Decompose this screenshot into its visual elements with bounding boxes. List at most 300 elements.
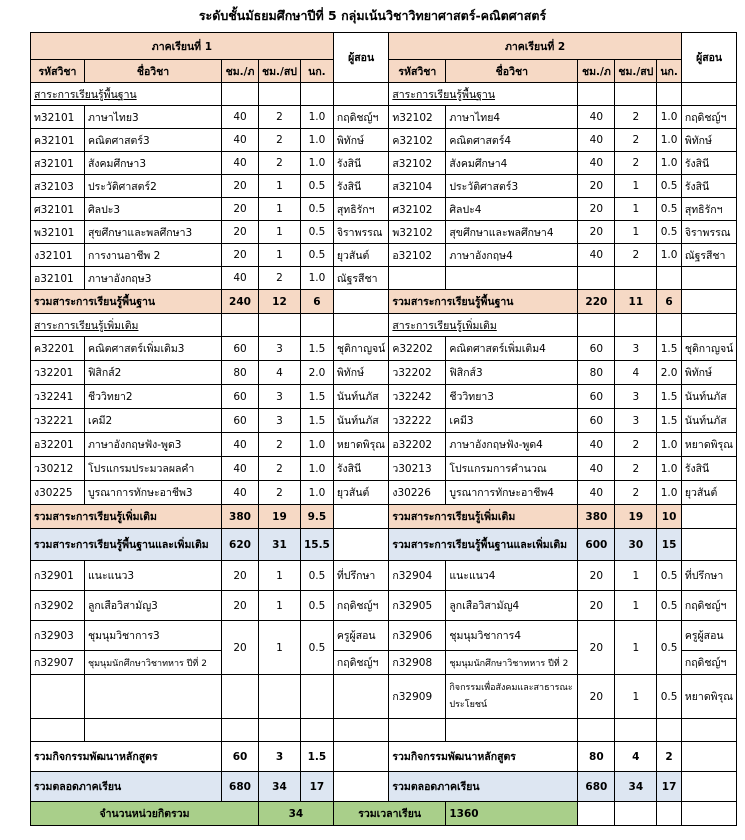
table-row bbox=[31, 129, 737, 152]
teacher-header-sem2: ผู้สอน bbox=[681, 33, 736, 83]
credits: 1.0 bbox=[300, 106, 333, 129]
subject-name-line: ประโยชน์ bbox=[449, 699, 488, 710]
hours-per-week: 2 bbox=[259, 457, 301, 481]
summary-weekly: 12 bbox=[259, 290, 301, 314]
summary-label: รวมสาระการเรียนรู้พื้นฐานและเพิ่มเติม bbox=[389, 529, 578, 561]
subject-name: คณิตศาสตร์4 bbox=[446, 129, 578, 152]
credits-header: นก. bbox=[300, 60, 333, 83]
teacher-name: ชุติกาญจน์ bbox=[681, 337, 736, 361]
credits: 0.5 bbox=[300, 198, 333, 221]
subject-code: ส32103 bbox=[31, 175, 85, 198]
teacher-name: นันท์นภัส bbox=[681, 385, 736, 409]
subject-name: สังคมศึกษา3 bbox=[85, 152, 222, 175]
credits: 0.5 bbox=[300, 561, 333, 591]
subject-code: ค32201 bbox=[31, 337, 85, 361]
hours-per-semester: 40 bbox=[578, 129, 615, 152]
subject-code: ว32202 bbox=[389, 361, 446, 385]
credits: 1.0 bbox=[300, 481, 333, 505]
summary-label: รวมสาระการเรียนรู้เพิ่มเติม bbox=[389, 505, 578, 529]
summary-row-extra bbox=[31, 505, 737, 529]
hours-per-week: 4 bbox=[615, 361, 657, 385]
teacher-name: ครูผู้สอน bbox=[681, 621, 736, 651]
teacher-name: กฤดิชญ์ฯ bbox=[681, 106, 736, 129]
summary-credits: 6 bbox=[300, 290, 333, 314]
section-row-extra bbox=[31, 314, 737, 337]
summary-hours: 380 bbox=[222, 505, 259, 529]
teacher-name: พิทักษ์ bbox=[681, 361, 736, 385]
hours-per-week: 2 bbox=[259, 481, 301, 505]
subject-name: เคมี3 bbox=[446, 409, 578, 433]
credits: 1.0 bbox=[657, 106, 682, 129]
total-credits-label: จำนวนหน่วยกิตรวม bbox=[31, 802, 259, 826]
subject-code: อ32201 bbox=[31, 433, 85, 457]
hours-per-week: 3 bbox=[615, 385, 657, 409]
empty-cell bbox=[300, 675, 333, 719]
empty-cell bbox=[31, 675, 85, 719]
credits: 0.5 bbox=[300, 244, 333, 267]
table-row bbox=[31, 457, 737, 481]
teacher-name: รังสินี bbox=[681, 152, 736, 175]
teacher-name: รังสินี bbox=[333, 152, 388, 175]
teacher-name: สุทธิรักฯ bbox=[681, 198, 736, 221]
teacher-name: ยุวสันต์ bbox=[681, 481, 736, 505]
credits: 0.5 bbox=[657, 175, 682, 198]
credits: 1.0 bbox=[657, 152, 682, 175]
teacher-name: ณัฐรสีชา bbox=[333, 267, 388, 290]
hours-per-week: 1 bbox=[259, 561, 301, 591]
summary-credits: 2 bbox=[657, 742, 682, 772]
hours-per-semester: 40 bbox=[222, 433, 259, 457]
subject-code: ก32909 bbox=[389, 675, 446, 719]
table-row bbox=[31, 361, 737, 385]
subject-code: อ32202 bbox=[389, 433, 446, 457]
credits: 0.5 bbox=[657, 561, 682, 591]
hours-per-semester: 20 bbox=[222, 198, 259, 221]
empty-cell bbox=[681, 314, 736, 337]
subject-name: ลูกเสือวิสามัญ3 bbox=[85, 591, 222, 621]
teacher-name: รังสินี bbox=[681, 457, 736, 481]
summary-weekly: 19 bbox=[259, 505, 301, 529]
subject-name: สังคมศึกษา4 bbox=[446, 152, 578, 175]
empty-cell bbox=[222, 719, 259, 742]
subject-code: ง32101 bbox=[31, 244, 85, 267]
credits: 1.0 bbox=[657, 433, 682, 457]
empty-cell bbox=[222, 675, 259, 719]
table-row bbox=[31, 221, 737, 244]
section-label-extra: สาระการเรียนรู้เพิ่มเติม bbox=[31, 314, 222, 337]
hours-per-week: 1 bbox=[615, 198, 657, 221]
hours-per-week: 2 bbox=[615, 457, 657, 481]
hours-per-semester: 40 bbox=[578, 457, 615, 481]
empty-cell bbox=[681, 719, 736, 742]
subject-code: ศ32102 bbox=[389, 198, 446, 221]
hours-per-week: 1 bbox=[615, 591, 657, 621]
hours-per-semester: 20 bbox=[578, 221, 615, 244]
teacher-name: รังสินี bbox=[333, 175, 388, 198]
subject-code: ก32904 bbox=[389, 561, 446, 591]
hours-per-week: 3 bbox=[259, 385, 301, 409]
hours-per-semester: 40 bbox=[222, 106, 259, 129]
empty-cell bbox=[259, 314, 301, 337]
hours-per-week: 3 bbox=[259, 337, 301, 361]
subject-name: ภาษาอังกฤษ3 bbox=[85, 267, 222, 290]
subject-name: ชุมนุมนักศึกษาวิชาทหาร ปีที่ 2 bbox=[85, 651, 222, 675]
empty-cell bbox=[657, 314, 682, 337]
summary-credits: 9.5 bbox=[300, 505, 333, 529]
subject-name: ภาษาอังกฤษฟัง-พูด4 bbox=[446, 433, 578, 457]
teacher-name: กฤดิชญ์ฯ bbox=[333, 106, 388, 129]
total-hours-label: รวมเวลาเรียน bbox=[333, 802, 445, 826]
subject-name: แนะแนว4 bbox=[446, 561, 578, 591]
hours-per-semester: 40 bbox=[222, 129, 259, 152]
subject-code: ก32908 bbox=[389, 651, 446, 675]
hours-per-semester: 40 bbox=[222, 457, 259, 481]
subject-name: การงานอาชีพ 2 bbox=[85, 244, 222, 267]
hours-per-semester: 80 bbox=[578, 361, 615, 385]
credits: 1.5 bbox=[300, 385, 333, 409]
credits: 0.5 bbox=[300, 621, 333, 675]
hours-per-semester: 60 bbox=[222, 385, 259, 409]
hours-per-semester: 20 bbox=[222, 244, 259, 267]
credits: 1.0 bbox=[657, 481, 682, 505]
table-row bbox=[31, 409, 737, 433]
empty-cell bbox=[681, 802, 736, 826]
subject-code: ส32102 bbox=[389, 152, 446, 175]
credits: 0.5 bbox=[657, 591, 682, 621]
table-row bbox=[31, 561, 737, 591]
credits: 1.0 bbox=[300, 457, 333, 481]
empty-cell bbox=[259, 675, 301, 719]
teacher-name: ที่ปรึกษา bbox=[681, 561, 736, 591]
credits: 1.0 bbox=[300, 433, 333, 457]
hours-per-week bbox=[615, 267, 657, 290]
subject-name: ชุมนุมนักศึกษาวิชาทหาร ปีที่ 2 bbox=[446, 651, 578, 675]
hours-per-semester: 40 bbox=[578, 106, 615, 129]
summary-weekly: 3 bbox=[259, 742, 301, 772]
subject-name: แนะแนว3 bbox=[85, 561, 222, 591]
subject-code: ว32241 bbox=[31, 385, 85, 409]
section-label-basic: สาระการเรียนรู้พื้นฐาน bbox=[31, 83, 222, 106]
credits: 1.5 bbox=[300, 409, 333, 433]
subject-code: ค32202 bbox=[389, 337, 446, 361]
hours-per-semester: 60 bbox=[222, 409, 259, 433]
subject-code: ง30225 bbox=[31, 481, 85, 505]
empty-cell bbox=[615, 314, 657, 337]
empty-cell bbox=[446, 719, 578, 742]
summary-credits: 15.5 bbox=[300, 529, 333, 561]
subject-code: ก32905 bbox=[389, 591, 446, 621]
subject-code: อ32101 bbox=[31, 267, 85, 290]
credits: 2.0 bbox=[300, 361, 333, 385]
hours-per-week: 1 bbox=[259, 221, 301, 244]
section-row-basic bbox=[31, 83, 737, 106]
subject-name: ฟิสิกส์3 bbox=[446, 361, 578, 385]
hours-per-week: 1 bbox=[615, 621, 657, 675]
empty-cell bbox=[85, 719, 222, 742]
summary-credits: 1.5 bbox=[300, 742, 333, 772]
summary-hours: 620 bbox=[222, 529, 259, 561]
teacher-name: กฤดิชญ์ฯ bbox=[681, 651, 736, 675]
semester-2-header: ภาคเรียนที่ 2 bbox=[389, 33, 681, 60]
summary-label: รวมตลอดภาคเรียน bbox=[31, 772, 222, 802]
subject-name: ศิลปะ3 bbox=[85, 198, 222, 221]
hours-per-semester: 20 bbox=[578, 621, 615, 675]
hours-per-week: 2 bbox=[615, 129, 657, 152]
teacher-name: รังสินี bbox=[681, 175, 736, 198]
summary-label: รวมกิจกรรมพัฒนาหลักสูตร bbox=[389, 742, 578, 772]
page-title: ระดับชั้นมัธยมศึกษาปีที่ 5 กลุ่มเน้นวิชาวิทยาศาสตร์-คณิตศาสตร์ bbox=[198, 8, 547, 23]
hours-per-week: 2 bbox=[615, 152, 657, 175]
empty-cell bbox=[333, 772, 388, 802]
teacher-name: กฤดิชญ์ฯ bbox=[333, 651, 388, 675]
teacher-name: ที่ปรึกษา bbox=[333, 561, 388, 591]
hours-per-week: 1 bbox=[615, 561, 657, 591]
teacher-header-sem1: ผู้สอน bbox=[333, 33, 388, 83]
teacher-name: กฤดิชญ์ฯ bbox=[333, 591, 388, 621]
subject-name-line: กิจกรรมเพื่อสังคมและสาธารณะ bbox=[449, 682, 573, 693]
hours-per-semester: 20 bbox=[578, 198, 615, 221]
summary-label: รวมสาระการเรียนรู้พื้นฐานและเพิ่มเติม bbox=[31, 529, 222, 561]
table-row bbox=[31, 198, 737, 221]
hours-per-week: 2 bbox=[259, 267, 301, 290]
hours-per-semester: 20 bbox=[222, 221, 259, 244]
hours-per-week: 2 bbox=[259, 106, 301, 129]
hours-per-week: 2 bbox=[259, 152, 301, 175]
summary-weekly: 31 bbox=[259, 529, 301, 561]
empty-cell bbox=[31, 719, 85, 742]
credits: 0.5 bbox=[657, 621, 682, 675]
hours-per-semester: 20 bbox=[222, 591, 259, 621]
empty-cell bbox=[259, 719, 301, 742]
hours-per-week: 3 bbox=[615, 409, 657, 433]
subject-code: พ32102 bbox=[389, 221, 446, 244]
hours-per-week: 2 bbox=[615, 433, 657, 457]
hours-per-week: 2 bbox=[259, 129, 301, 152]
subject-code: พ32101 bbox=[31, 221, 85, 244]
hours-per-semester: 40 bbox=[578, 433, 615, 457]
empty-cell bbox=[681, 529, 736, 561]
empty-cell bbox=[578, 314, 615, 337]
subject-code: ว32222 bbox=[389, 409, 446, 433]
subject-name: บูรณาการทักษะอาชีพ4 bbox=[446, 481, 578, 505]
empty-cell bbox=[615, 802, 657, 826]
summary-row-activities bbox=[31, 742, 737, 772]
summary-hours: 240 bbox=[222, 290, 259, 314]
summary-weekly: 4 bbox=[615, 742, 657, 772]
teacher-name bbox=[681, 267, 736, 290]
subject-name: ชุมนุมวิชาการ4 bbox=[446, 621, 578, 651]
semester-header-row bbox=[31, 33, 737, 60]
empty-cell bbox=[578, 802, 615, 826]
subject-name: ลูกเสือวิสามัญ4 bbox=[446, 591, 578, 621]
empty-cell bbox=[222, 314, 259, 337]
empty-cell bbox=[333, 719, 388, 742]
credits: 1.0 bbox=[657, 457, 682, 481]
subject-code: ท32101 bbox=[31, 106, 85, 129]
summary-weekly: 34 bbox=[615, 772, 657, 802]
summary-label: รวมกิจกรรมพัฒนาหลักสูตร bbox=[31, 742, 222, 772]
hours-week-header: ชม./สป bbox=[615, 60, 657, 83]
subject-code: ก32903 bbox=[31, 621, 85, 651]
empty-cell bbox=[389, 719, 446, 742]
credits: 1.0 bbox=[657, 129, 682, 152]
hours-per-week: 2 bbox=[615, 481, 657, 505]
empty-cell bbox=[85, 675, 222, 719]
teacher-name: สุทธิรักฯ bbox=[333, 198, 388, 221]
table-row bbox=[31, 433, 737, 457]
subject-name: บูรณาการทักษะอาชีพ3 bbox=[85, 481, 222, 505]
hours-per-semester: 40 bbox=[222, 481, 259, 505]
hours-per-week: 1 bbox=[615, 175, 657, 198]
hours-sem-header: ชม./ภ bbox=[222, 60, 259, 83]
subject-code: ว32221 bbox=[31, 409, 85, 433]
teacher-name: ยุวสันต์ bbox=[333, 481, 388, 505]
hours-per-semester: 60 bbox=[578, 385, 615, 409]
hours-per-week: 1 bbox=[259, 198, 301, 221]
subject-name: ศิลปะ4 bbox=[446, 198, 578, 221]
hours-per-semester: 40 bbox=[222, 267, 259, 290]
summary-hours: 680 bbox=[222, 772, 259, 802]
subject-name: ประวัติศาสตร์2 bbox=[85, 175, 222, 198]
summary-credits: 17 bbox=[300, 772, 333, 802]
subject-name bbox=[446, 675, 578, 719]
empty-cell bbox=[333, 314, 388, 337]
table-row bbox=[31, 152, 737, 175]
spacer-row bbox=[31, 719, 737, 742]
hours-per-semester: 20 bbox=[578, 561, 615, 591]
hours-per-semester: 40 bbox=[222, 152, 259, 175]
empty-cell bbox=[615, 719, 657, 742]
subject-name: โปรแกรมการคำนวณ bbox=[446, 457, 578, 481]
teacher-name: ยุวสันต์ bbox=[333, 244, 388, 267]
hours-week-header: ชม./สป bbox=[259, 60, 301, 83]
subject-code: ก32907 bbox=[31, 651, 85, 675]
credits: 1.0 bbox=[300, 267, 333, 290]
empty-cell bbox=[300, 719, 333, 742]
teacher-name: หยาดพิรุณ bbox=[681, 433, 736, 457]
subject-code: ก32906 bbox=[389, 621, 446, 651]
subject-name: ภาษาไทย3 bbox=[85, 106, 222, 129]
hours-per-semester: 20 bbox=[578, 675, 615, 719]
empty-cell bbox=[681, 505, 736, 529]
subject-name: ภาษาอังกฤษ4 bbox=[446, 244, 578, 267]
summary-label: รวมตลอดภาคเรียน bbox=[389, 772, 578, 802]
summary-credits: 6 bbox=[657, 290, 682, 314]
subject-name: ชีววิทยา2 bbox=[85, 385, 222, 409]
teacher-name: ณัฐรสีชา bbox=[681, 244, 736, 267]
summary-weekly: 11 bbox=[615, 290, 657, 314]
credits: 0.5 bbox=[657, 221, 682, 244]
hours-per-week: 4 bbox=[259, 361, 301, 385]
subject-name: โปรแกรมประมวลผลคำ bbox=[85, 457, 222, 481]
teacher-name: นันท์นภัส bbox=[333, 409, 388, 433]
hours-per-week: 2 bbox=[615, 244, 657, 267]
table-row-club bbox=[31, 621, 737, 651]
summary-weekly: 19 bbox=[615, 505, 657, 529]
teacher-name: หยาดพิรุณ bbox=[333, 433, 388, 457]
hours-sem-header: ชม./ภ bbox=[578, 60, 615, 83]
empty-cell bbox=[681, 772, 736, 802]
hours-per-semester: 60 bbox=[578, 337, 615, 361]
name-header: ชื่อวิชา bbox=[446, 60, 578, 83]
hours-per-week: 2 bbox=[259, 433, 301, 457]
hours-per-week: 1 bbox=[259, 591, 301, 621]
empty-cell bbox=[300, 314, 333, 337]
hours-per-week: 1 bbox=[259, 244, 301, 267]
subject-code: ก32901 bbox=[31, 561, 85, 591]
summary-label: รวมสาระการเรียนรู้พื้นฐาน bbox=[389, 290, 578, 314]
hours-per-semester: 40 bbox=[578, 481, 615, 505]
summary-hours: 60 bbox=[222, 742, 259, 772]
summary-credits: 17 bbox=[657, 772, 682, 802]
empty-cell bbox=[333, 675, 388, 719]
subject-name: ภาษาไทย4 bbox=[446, 106, 578, 129]
total-row bbox=[31, 802, 737, 826]
subject-name: คณิตศาสตร์เพิ่มเติม3 bbox=[85, 337, 222, 361]
total-hours-value: 1360 bbox=[446, 802, 578, 826]
credits-header: นก. bbox=[657, 60, 682, 83]
subject-name: คณิตศาสตร์เพิ่มเติม4 bbox=[446, 337, 578, 361]
subject-code: ว30212 bbox=[31, 457, 85, 481]
credits: 1.5 bbox=[657, 409, 682, 433]
credits: 2.0 bbox=[657, 361, 682, 385]
table-row bbox=[31, 267, 737, 290]
summary-hours: 220 bbox=[578, 290, 615, 314]
summary-credits: 15 bbox=[657, 529, 682, 561]
subject-name: คณิตศาสตร์3 bbox=[85, 129, 222, 152]
teacher-name: นันท์นภัส bbox=[333, 385, 388, 409]
teacher-name: จิราพรรณ bbox=[333, 221, 388, 244]
credits bbox=[657, 267, 682, 290]
hours-per-week: 1 bbox=[615, 221, 657, 244]
empty-cell bbox=[333, 742, 388, 772]
name-header: ชื่อวิชา bbox=[85, 60, 222, 83]
subject-code: ค32102 bbox=[389, 129, 446, 152]
teacher-name: พิทักษ์ bbox=[333, 361, 388, 385]
table-row bbox=[31, 385, 737, 409]
empty-cell bbox=[333, 529, 388, 561]
summary-hours: 600 bbox=[578, 529, 615, 561]
subject-code: ว30213 bbox=[389, 457, 446, 481]
credits: 0.5 bbox=[300, 221, 333, 244]
summary-weekly: 30 bbox=[615, 529, 657, 561]
table-row bbox=[31, 106, 737, 129]
subject-code: ศ32101 bbox=[31, 198, 85, 221]
credits: 1.0 bbox=[300, 152, 333, 175]
subject-name: ภาษาอังกฤษฟัง-พูด3 bbox=[85, 433, 222, 457]
summary-label: รวมสาระการเรียนรู้พื้นฐาน bbox=[31, 290, 222, 314]
curriculum-table bbox=[30, 32, 737, 826]
hours-per-semester: 60 bbox=[222, 337, 259, 361]
code-header: รหัสวิชา bbox=[389, 60, 446, 83]
empty-cell bbox=[578, 719, 615, 742]
teacher-name: ครูผู้สอน bbox=[333, 621, 388, 651]
empty-cell bbox=[657, 802, 682, 826]
subject-code: ว32201 bbox=[31, 361, 85, 385]
hours-per-semester bbox=[578, 267, 615, 290]
subject-name bbox=[446, 267, 578, 290]
subject-name: ประวัติศาสตร์3 bbox=[446, 175, 578, 198]
credits: 1.5 bbox=[657, 337, 682, 361]
table-row bbox=[31, 175, 737, 198]
total-credits-value: 34 bbox=[259, 802, 334, 826]
subject-name: ฟิสิกส์2 bbox=[85, 361, 222, 385]
hours-per-week: 1 bbox=[259, 175, 301, 198]
teacher-name: จิราพรรณ bbox=[681, 221, 736, 244]
hours-per-semester: 20 bbox=[222, 561, 259, 591]
credits: 0.5 bbox=[657, 198, 682, 221]
hours-per-week: 3 bbox=[259, 409, 301, 433]
